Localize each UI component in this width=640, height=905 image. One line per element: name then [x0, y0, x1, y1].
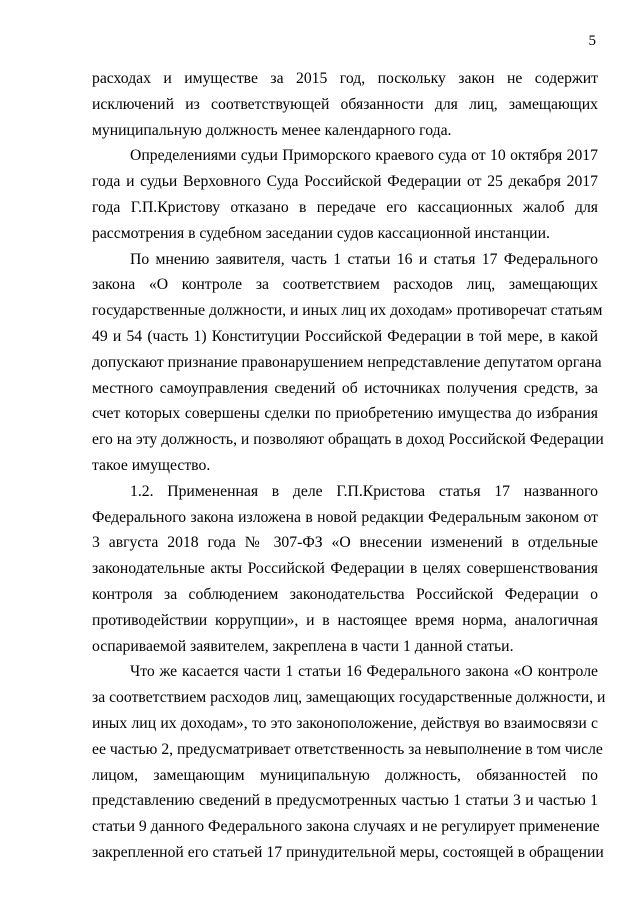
text-line: счет которых совершены сделки по приобретению имущества до избрания	[92, 405, 598, 423]
text-line: закрепленной его статьей 17 принудительной меры, состоящей в обращении	[92, 843, 604, 861]
text-line: муниципальную должность менее календарного года.	[92, 121, 452, 139]
text-line: противодействии коррупции», и в настоящее время норма, аналогичная	[92, 611, 598, 629]
text-line: за соответствием расходов лиц, замещающих государственные должности, и	[92, 689, 606, 707]
page-number: 5	[588, 33, 596, 49]
text-line: Федерального закона изложена в новой редакции Федеральным законом от	[92, 508, 598, 526]
text-line: оспариваемой заявителем, закреплена в части 1 данной статьи.	[92, 637, 514, 655]
text-line: года Г.П.Кристову отказано в передаче его кассационных жалоб для	[92, 198, 598, 216]
text-line: законодательные акты Российской Федерации в целях совершенствования	[92, 560, 598, 578]
text-line: рассмотрения в судебном заседании судов кассационной инстанции.	[92, 224, 550, 242]
text-line: государственные должности, и иных лиц их доходам» противоречат статьям	[92, 302, 603, 320]
text-line: статьи 9 данного Федерального закона случаях и не регулирует применение	[92, 818, 600, 836]
text-line: года и судьи Верховного Суда Российской Федерации от 25 декабря 2017	[92, 173, 598, 191]
text-line: Определениями судьи Приморского краевого суда от 10 октября 2017	[130, 147, 598, 165]
text-line: 49 и 54 (часть 1) Конституции Российской Федерации в той мере, в какой	[92, 327, 598, 345]
text-line: 3 августа 2018 года № 307-ФЗ «О внесении изменений в отдельные	[92, 534, 598, 552]
text-line: лицом, замещающим муниципальную должность, обязанностей по	[92, 766, 598, 784]
text-line: ее частью 2, предусматривает ответственность за невыполнение в том числе	[92, 740, 603, 758]
text-line: иных лиц их доходам», то это законоположение, действуя во взаимосвязи с	[92, 714, 598, 732]
text-line: такое имущество.	[92, 456, 211, 474]
text-line: допускают признание правонарушением непредставление депутатом органа	[92, 353, 602, 371]
text-line: местного самоуправления сведений об источниках получения средств, за	[92, 379, 598, 397]
text-line: его на эту должность, и позволяют обращать в доход Российской Федерации	[92, 431, 604, 449]
text-line: расходах и имуществе за 2015 год, поскольку закон не содержит	[92, 70, 598, 87]
text-line: исключений из соответствующей обязанности для лиц, замещающих	[92, 95, 598, 113]
text-line: закона «О контроле за соответствием расходов лиц, замещающих	[92, 276, 598, 294]
text-line: Что же касается части 1 статьи 16 Федерального закона «О контроле	[130, 663, 598, 681]
text-line: По мнению заявителя, часть 1 статьи 16 и статья 17 Федерального	[130, 250, 598, 268]
document-body	[92, 66, 606, 866]
text-line: представлению сведений в предусмотренных частью 1 статьи 3 и частью 1	[92, 792, 598, 810]
text-line: контроля за соблюдением законодательства Российской Федерации о	[92, 585, 598, 603]
text-line: 1.2. Примененная в деле Г.П.Кристова статья 17 названного	[130, 482, 598, 500]
